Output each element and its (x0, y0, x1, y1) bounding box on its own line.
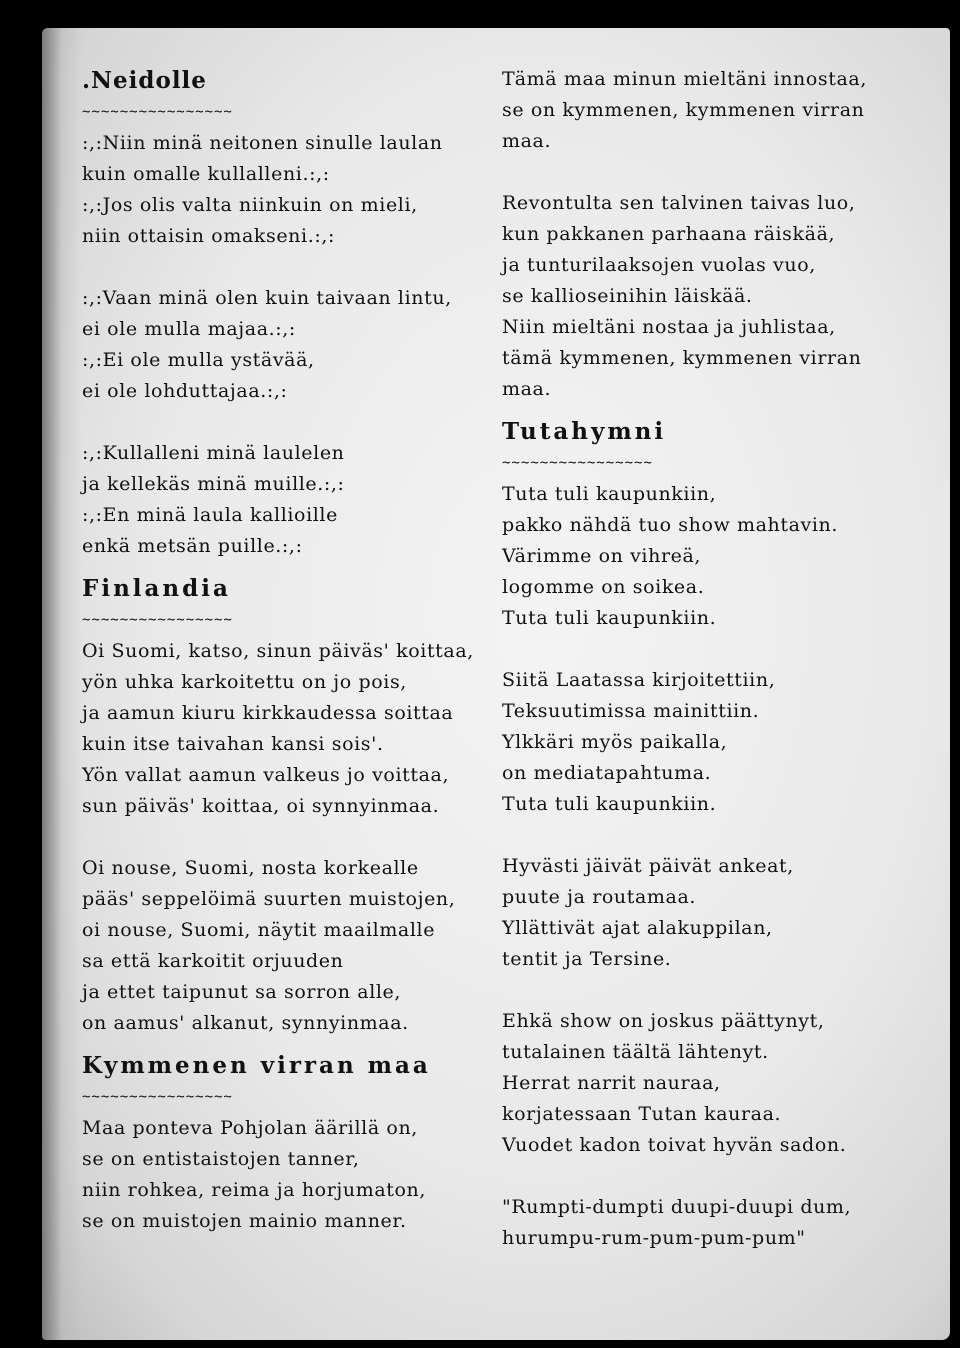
stanza (502, 851, 942, 975)
verse-line: Oi Suomi, katso, sinun päiväs' koittaa, (82, 640, 474, 662)
verse-line: pakko nähdä tuo show mahtavin. (502, 514, 839, 536)
stanza (82, 283, 482, 407)
verse-line: sa että karkoitit orjuuden (82, 950, 344, 972)
stanza (502, 479, 942, 634)
verse-line: Tämä maa minun mieltäni innostaa, (502, 68, 867, 90)
poem-tutahymni (502, 415, 942, 1254)
stanza (502, 665, 942, 820)
verse-line: Yön vallat aamun valkeus jo voittaa, (82, 764, 450, 786)
title-divider: ~~~~~~~~~~~~~~~~ (82, 104, 233, 120)
verse-line: oi nouse, Suomi, näytit maailmalle (82, 919, 436, 941)
verse-line: on aamus' alkanut, synnyinmaa. (82, 1012, 409, 1034)
verse-line: Herrat narrit nauraa, (502, 1072, 721, 1094)
verse-line: Niin mieltäni nostaa ja juhlistaa, (502, 316, 836, 338)
verse-line: Revontulta sen talvinen taivas luo, (502, 192, 856, 214)
stanza (82, 1113, 482, 1237)
poem-title: Tutahymni (502, 418, 667, 445)
poem-neidolle (82, 64, 482, 562)
stanza (82, 853, 482, 1039)
stanza (502, 1006, 942, 1161)
stanza (502, 188, 942, 405)
verse-line: sun päiväs' koittaa, oi synnyinmaa. (82, 795, 440, 817)
verse-line: ja ettet taipunut sa sorron alle, (82, 981, 402, 1003)
stanza (82, 128, 482, 252)
title-divider: ~~~~~~~~~~~~~~~~ (502, 455, 653, 471)
verse-line: se on entistaistojen tanner, (82, 1148, 360, 1170)
verse-line: ja aamun kiuru kirkkaudessa soittaa (82, 702, 454, 724)
verse-line: korjatessaan Tutan kauraa. (502, 1103, 782, 1125)
verse-line: niin rohkea, reima ja horjumaton, (82, 1179, 427, 1201)
verse-line: kun pakkanen parhaana räiskää, (502, 223, 836, 245)
poem-title: .Neidolle (82, 67, 207, 94)
verse-line: tentit ja Tersine. (502, 948, 672, 970)
verse-line: Vuodet kadon toivat hyvän sadon. (502, 1134, 847, 1156)
verse-line: enkä metsän puille.:,: (82, 535, 303, 557)
verse-line: :,:Jos olis valta niinkuin on mieli, (82, 194, 418, 216)
verse-line: :,:Niin minä neitonen sinulle laulan (82, 132, 443, 154)
title-divider: ~~~~~~~~~~~~~~~~ (82, 612, 233, 628)
poem-finlandia (82, 572, 482, 1039)
verse-line: kuin itse taivahan kansi sois'. (82, 733, 384, 755)
stanza (82, 636, 482, 822)
verse-line: maa. (502, 130, 552, 152)
verse-line: :,:En minä laula kallioille (82, 504, 338, 526)
verse-line: se on muistojen mainio manner. (82, 1210, 407, 1232)
verse-line: on mediatapahtuma. (502, 762, 712, 784)
verse-line: :,:Ei ole mulla ystävää, (82, 349, 315, 371)
verse-line: Tuta tuli kaupunkiin. (502, 793, 717, 815)
verse-line: Tuta tuli kaupunkiin, (502, 483, 717, 505)
verse-line: Siitä Laatassa kirjoitettiin, (502, 669, 776, 691)
stanza (82, 438, 482, 562)
verse-line: tämä kymmenen, kymmenen virran (502, 347, 862, 369)
verse-line: "Rumpti-dumpti duupi-duupi dum, (502, 1196, 852, 1218)
verse-line: logomme on soikea. (502, 576, 705, 598)
verse-line: ei ole lohduttajaa.:,: (82, 380, 288, 402)
verse-line: Värimme on vihreä, (502, 545, 702, 567)
verse-line: pääs' seppelöimä suurten muistojen, (82, 888, 456, 910)
verse-line: se on kymmenen, kymmenen virran (502, 99, 865, 121)
verse-line: Oi nouse, Suomi, nosta korkealle (82, 857, 419, 879)
songbook-page (42, 28, 950, 1340)
verse-line: :,:Kullalleni minä laulelen (82, 442, 345, 464)
verse-line: Teksuutimissa mainittiin. (502, 700, 760, 722)
poem-kymmenen-virran-maa-continued (502, 64, 942, 405)
verse-line: Hyvästi jäivät päivät ankeat, (502, 855, 794, 877)
verse-line: Yllättivät ajat alakuppilan, (502, 917, 773, 939)
verse-line: yön uhka karkoitettu on jo pois, (82, 671, 407, 693)
verse-line: ja kellekäs minä muille.:,: (82, 473, 345, 495)
title-divider: ~~~~~~~~~~~~~~~~ (82, 1089, 233, 1105)
verse-line: Ehkä show on joskus päättynyt, (502, 1010, 825, 1032)
verse-line: Ylkkäri myös paikalla, (502, 731, 728, 753)
verse-line: :,:Vaan minä olen kuin taivaan lintu, (82, 287, 452, 309)
verse-line: tutalainen täältä lähtenyt. (502, 1041, 769, 1063)
verse-line: puute ja routamaa. (502, 886, 697, 908)
poem-kymmenen-virran-maa (82, 1049, 482, 1237)
poem-title: Kymmenen virran maa (82, 1052, 431, 1079)
verse-line: se kallioseinihin läiskää. (502, 285, 753, 307)
verse-line: ei ole mulla majaa.:,: (82, 318, 296, 340)
verse-line: niin ottaisin omakseni.:,: (82, 225, 335, 247)
poem-title: Finlandia (82, 575, 231, 602)
left-column (82, 64, 482, 1247)
verse-line: maa. (502, 378, 552, 400)
stanza (502, 1192, 942, 1254)
verse-line: Tuta tuli kaupunkiin. (502, 607, 717, 629)
verse-line: hurumpu-rum-pum-pum-pum" (502, 1227, 806, 1249)
verse-line: Maa ponteva Pohjolan äärillä on, (82, 1117, 418, 1139)
verse-line: ja tunturilaaksojen vuolas vuo, (502, 254, 816, 276)
verse-line: kuin omalle kullalleni.:,: (82, 163, 330, 185)
stanza (502, 64, 942, 157)
right-column (502, 64, 942, 1264)
